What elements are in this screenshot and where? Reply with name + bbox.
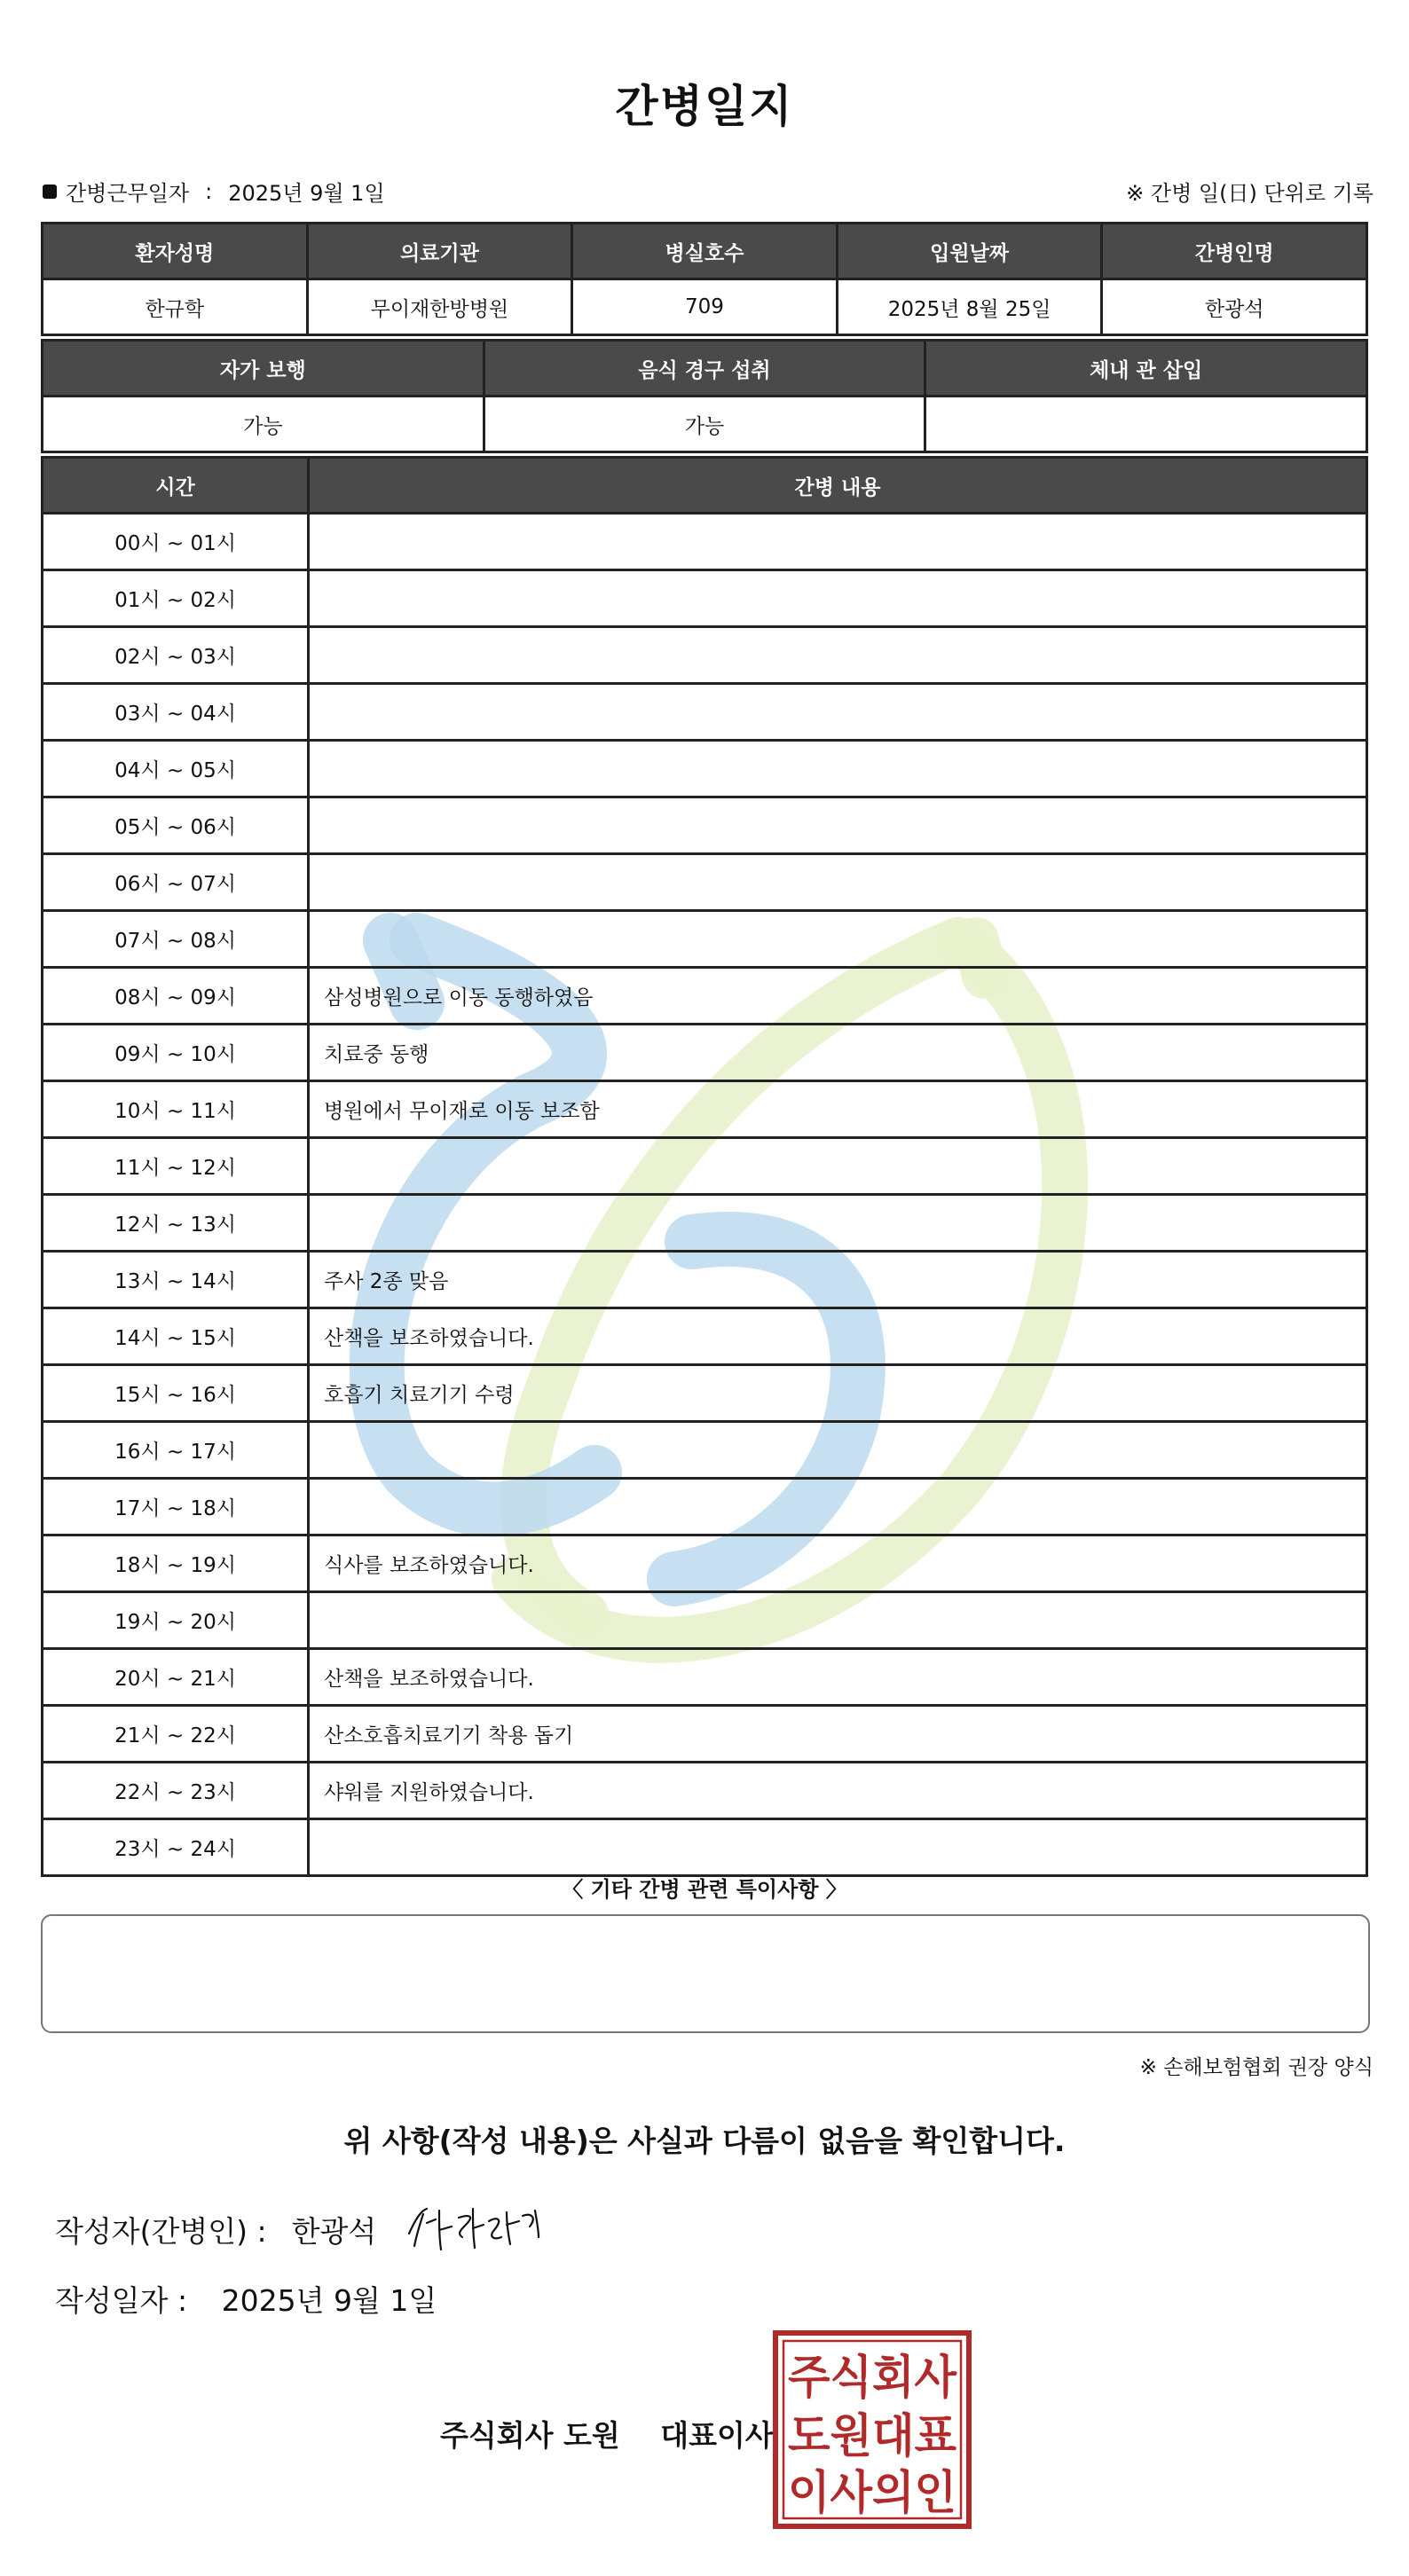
patient-name: 한규학 bbox=[43, 279, 308, 335]
table-row bbox=[43, 514, 1367, 570]
svg-text:도원대표: 도원대표 bbox=[788, 2410, 956, 2463]
care-content: 주사 2종 맞음 bbox=[309, 1252, 1367, 1308]
table-row bbox=[43, 570, 1367, 627]
table-row bbox=[43, 854, 1367, 911]
writer-label: 작성자(간병인) : bbox=[55, 2214, 267, 2249]
care-content: 산책을 보조하였습니다. bbox=[309, 1308, 1367, 1365]
time-slot: 19시 ~ 20시 bbox=[43, 1592, 309, 1649]
work-date bbox=[43, 176, 385, 207]
table-row bbox=[43, 797, 1367, 854]
svg-text:이사의인: 이사의인 bbox=[788, 2467, 956, 2520]
company-seal-stamp bbox=[772, 2329, 972, 2530]
document-title: 간병일지 bbox=[615, 81, 794, 132]
care-content bbox=[309, 797, 1367, 854]
time-slot: 20시 ~ 21시 bbox=[43, 1649, 309, 1706]
work-date-value: 2025년 9월 1일 bbox=[228, 181, 385, 206]
table-row bbox=[43, 1025, 1367, 1081]
representative-title: 대표이사 bbox=[660, 2418, 774, 2453]
admission-date: 2025년 8월 25일 bbox=[837, 279, 1102, 335]
care-content: 산책을 보조하였습니다. bbox=[309, 1649, 1367, 1706]
work-date-label: 간병근무일자 bbox=[66, 181, 190, 206]
table-row bbox=[43, 1479, 1367, 1535]
table-header-row bbox=[43, 341, 1367, 397]
care-content bbox=[309, 911, 1367, 968]
care-content bbox=[309, 684, 1367, 741]
care-content: 삼성병원으로 이동 동행하였음 bbox=[309, 968, 1367, 1025]
form-note: ※ 손해보험협회 권장 양식 bbox=[1139, 2056, 1374, 2079]
table-row bbox=[43, 911, 1367, 968]
time-slot: 03시 ~ 04시 bbox=[43, 684, 309, 741]
company-line bbox=[440, 2413, 774, 2454]
table-row bbox=[43, 1365, 1367, 1422]
medical-institution: 무이재한방병원 bbox=[307, 279, 572, 335]
time-slot: 01시 ~ 02시 bbox=[43, 570, 309, 627]
care-content bbox=[309, 1819, 1367, 1876]
time-slot: 22시 ~ 23시 bbox=[43, 1763, 309, 1819]
care-content: 샤워를 지원하였습니다. bbox=[309, 1763, 1367, 1819]
handwritten-signature bbox=[404, 2198, 546, 2257]
bullet-square-icon bbox=[43, 185, 57, 199]
writer-line bbox=[55, 2209, 376, 2250]
header-self-walking: 자가 보행 bbox=[43, 341, 484, 397]
table-row bbox=[43, 1308, 1367, 1365]
table-row bbox=[43, 1819, 1367, 1876]
time-slot: 18시 ~ 19시 bbox=[43, 1535, 309, 1592]
care-content bbox=[309, 1138, 1367, 1195]
table-row bbox=[43, 1763, 1367, 1819]
care-log-table bbox=[41, 456, 1368, 1877]
remarks-title: 〈 기타 간병 관련 특이사항 〉 bbox=[562, 1877, 847, 1902]
care-content bbox=[309, 514, 1367, 570]
header-time: 시간 bbox=[43, 458, 309, 514]
table-row bbox=[43, 1138, 1367, 1195]
time-slot: 07시 ~ 08시 bbox=[43, 911, 309, 968]
written-date-label: 작성일자 : bbox=[55, 2283, 188, 2318]
time-slot: 14시 ~ 15시 bbox=[43, 1308, 309, 1365]
table-row bbox=[43, 741, 1367, 797]
table-row bbox=[43, 397, 1367, 452]
work-date-separator: : bbox=[205, 178, 213, 204]
header-tube-insertion: 체내 관 삽입 bbox=[925, 341, 1367, 397]
table-header-row bbox=[43, 458, 1367, 514]
patient-ability-table bbox=[41, 339, 1368, 453]
svg-text:주식회사: 주식회사 bbox=[788, 2352, 957, 2405]
care-content bbox=[309, 1592, 1367, 1649]
confirmation-statement: 위 사항(작성 내용)은 사실과 다름이 없음을 확인합니다. bbox=[343, 2124, 1066, 2158]
table-row bbox=[43, 627, 1367, 684]
unit-note: ※ 간병 일(日) 단위로 기록 bbox=[1126, 181, 1374, 206]
header-care-content: 간병 내용 bbox=[309, 458, 1367, 514]
company-name: 주식회사 도원 bbox=[440, 2418, 620, 2453]
table-row bbox=[43, 684, 1367, 741]
time-slot: 09시 ~ 10시 bbox=[43, 1025, 309, 1081]
care-content bbox=[309, 854, 1367, 911]
time-slot: 08시 ~ 09시 bbox=[43, 968, 309, 1025]
time-slot: 10시 ~ 11시 bbox=[43, 1081, 309, 1138]
care-content bbox=[309, 1195, 1367, 1252]
table-row bbox=[43, 968, 1367, 1025]
table-row bbox=[43, 1706, 1367, 1763]
time-slot: 23시 ~ 24시 bbox=[43, 1819, 309, 1876]
table-row bbox=[43, 1592, 1367, 1649]
header-medical-institution: 의료기관 bbox=[307, 224, 572, 279]
room-number: 709 bbox=[572, 279, 838, 335]
time-slot: 16시 ~ 17시 bbox=[43, 1422, 309, 1479]
table-row bbox=[43, 279, 1367, 335]
time-slot: 11시 ~ 12시 bbox=[43, 1138, 309, 1195]
care-content bbox=[309, 1479, 1367, 1535]
time-slot: 12시 ~ 13시 bbox=[43, 1195, 309, 1252]
time-slot: 13시 ~ 14시 bbox=[43, 1252, 309, 1308]
care-content bbox=[309, 570, 1367, 627]
self-walking-value: 가능 bbox=[43, 397, 484, 452]
writer-name: 한광석 bbox=[291, 2214, 377, 2249]
tube-insertion-value bbox=[925, 397, 1367, 452]
patient-info-table bbox=[41, 222, 1368, 336]
time-slot: 05시 ~ 06시 bbox=[43, 797, 309, 854]
header-oral-intake: 음식 경구 섭취 bbox=[484, 341, 925, 397]
care-content bbox=[309, 1422, 1367, 1479]
header-caregiver-name: 간병인명 bbox=[1102, 224, 1367, 279]
time-slot: 00시 ~ 01시 bbox=[43, 514, 309, 570]
header-admission-date: 입원날짜 bbox=[837, 224, 1102, 279]
care-content: 호흡기 치료기기 수령 bbox=[309, 1365, 1367, 1422]
care-content bbox=[309, 627, 1367, 684]
caregiver-name: 한광석 bbox=[1102, 279, 1367, 335]
time-slot: 15시 ~ 16시 bbox=[43, 1365, 309, 1422]
written-date-value: 2025년 9월 1일 bbox=[221, 2283, 437, 2318]
care-content: 산소호흡치료기기 착용 돕기 bbox=[309, 1706, 1367, 1763]
header-room-number: 병실호수 bbox=[572, 224, 838, 279]
table-row bbox=[43, 1535, 1367, 1592]
remarks-box bbox=[41, 1914, 1370, 2033]
time-slot: 21시 ~ 22시 bbox=[43, 1706, 309, 1763]
table-row bbox=[43, 1422, 1367, 1479]
time-slot: 17시 ~ 18시 bbox=[43, 1479, 309, 1535]
care-content: 치료중 동행 bbox=[309, 1025, 1367, 1081]
time-slot: 04시 ~ 05시 bbox=[43, 741, 309, 797]
table-row bbox=[43, 1195, 1367, 1252]
care-content: 식사를 보조하였습니다. bbox=[309, 1535, 1367, 1592]
table-row bbox=[43, 1081, 1367, 1138]
care-content bbox=[309, 741, 1367, 797]
table-header-row bbox=[43, 224, 1367, 279]
care-content: 병원에서 무이재로 이동 보조함 bbox=[309, 1081, 1367, 1138]
oral-intake-value: 가능 bbox=[484, 397, 925, 452]
table-row bbox=[43, 1649, 1367, 1706]
header-patient-name: 환자성명 bbox=[43, 224, 308, 279]
time-slot: 06시 ~ 07시 bbox=[43, 854, 309, 911]
table-row bbox=[43, 1252, 1367, 1308]
time-slot: 02시 ~ 03시 bbox=[43, 627, 309, 684]
written-date-line bbox=[55, 2278, 437, 2320]
